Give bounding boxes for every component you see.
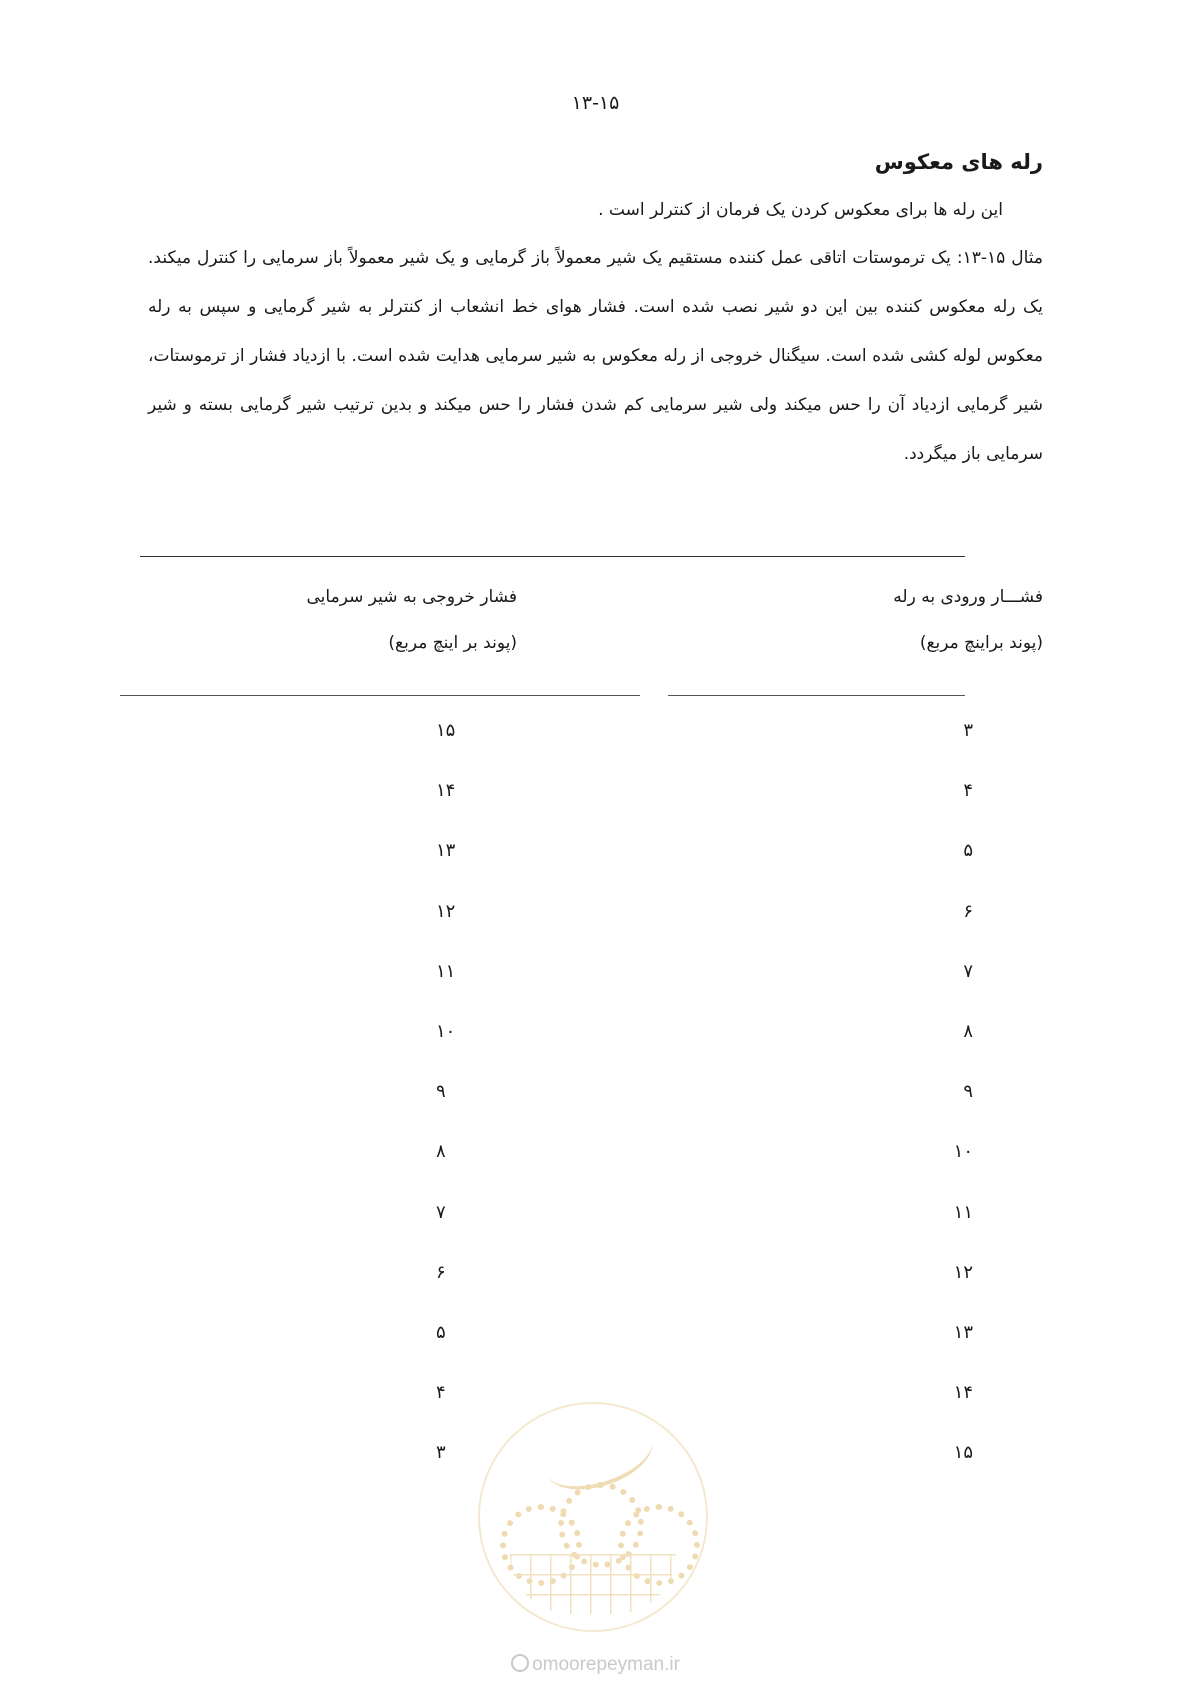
table-row xyxy=(0,1202,1191,1262)
table-row xyxy=(0,840,1191,900)
cell-input: ۱۲ xyxy=(953,1261,973,1283)
cell-output: ۱۵ xyxy=(436,720,456,741)
cell-input: ۶ xyxy=(963,900,973,922)
table-row xyxy=(0,901,1191,961)
cell-input: ۱۳ xyxy=(953,1321,973,1343)
cell-output: ۱۲ xyxy=(436,900,456,922)
table-header-input xyxy=(893,582,1043,658)
cell-input: ۱۵ xyxy=(953,1442,973,1464)
watermark-url-text: omoorepeyman.ir xyxy=(532,1654,680,1675)
table-row xyxy=(0,1262,1191,1322)
table-row xyxy=(0,1141,1191,1201)
header-output-title: فشار خروجی به شیر سرمایی xyxy=(306,587,517,607)
table-header-output xyxy=(307,582,517,658)
paragraph-example: مثال ۱۵-۱۳: یک ترموستات اتاقی عمل کننده مستقیم یک شیر معمولاً باز گرمایی و یک شیر معمولاً باز سرمایی را کنترل میکند. یک رله معکوس کننده بین این دو شیر نصب شده است. فشار هوای خط انشعاب از کنترلر به شیر گرمایی و سپس به رله معکوس لوله کشی شده است. سیگنال خروجی از رله معکوس به شیر سرمایی هدایت شده است. با ازدیاد فشار از ترموستات، شیر گرمایی ازدیاد آن را حس میکند ولی شیر سرمایی کم شدن فشار را حس میکند و بدین ترتیب شیر گرمایی بسته و شیر سرمایی باز میگردد. xyxy=(148,248,1043,464)
cell-output: ۱۴ xyxy=(436,780,456,802)
table-row xyxy=(0,961,1191,1021)
cell-output: ۹ xyxy=(436,1081,446,1103)
watermark-url xyxy=(0,1654,1191,1676)
table-row xyxy=(0,1081,1191,1141)
cell-input: ۳ xyxy=(963,720,973,741)
cell-input: ۷ xyxy=(963,960,973,982)
cell-output: ۷ xyxy=(436,1201,446,1223)
header-output-unit: (پوند بر اینچ مربع) xyxy=(388,633,517,653)
table-header-rule-left xyxy=(120,695,640,696)
cell-output: ۶ xyxy=(436,1261,446,1283)
paragraph-intro: این رله ها برای معکوس کردن یک فرمان از کنترلر است . xyxy=(598,200,1003,220)
cell-input: ۹ xyxy=(963,1081,973,1103)
logo-grid xyxy=(510,1554,676,1614)
table-row xyxy=(0,780,1191,840)
cell-input: ۸ xyxy=(963,1020,973,1042)
cell-input: ۱۴ xyxy=(953,1382,973,1404)
table-top-rule xyxy=(140,556,965,557)
table-header-rule-right xyxy=(668,695,965,696)
cell-input: ۵ xyxy=(963,840,973,862)
cell-output: ۵ xyxy=(436,1321,446,1343)
table-body xyxy=(0,720,1191,1502)
section-title: رله های معکوس xyxy=(874,150,1043,174)
cell-output: ۴ xyxy=(436,1382,446,1404)
page-number: ۱۳-۱۵ xyxy=(571,92,620,114)
globe-icon xyxy=(511,1654,529,1672)
header-input-title: فشـــار ورودی به رله xyxy=(893,587,1043,607)
table-row xyxy=(0,1322,1191,1382)
cell-output: ۱۳ xyxy=(436,840,456,862)
cell-input: ۴ xyxy=(963,780,973,802)
cell-output: ۱۰ xyxy=(436,1020,456,1042)
omoorepeyman-logo-icon xyxy=(478,1402,708,1632)
header-input-unit: (پوند براینچ مربع) xyxy=(919,633,1043,653)
cell-output: ۸ xyxy=(436,1141,446,1163)
table-row xyxy=(0,1021,1191,1081)
cell-output: ۱۱ xyxy=(436,960,456,982)
cell-output: ۳ xyxy=(436,1442,446,1464)
cell-input: ۱۱ xyxy=(953,1201,973,1223)
cell-input: ۱۰ xyxy=(953,1141,973,1163)
table-row xyxy=(0,720,1191,780)
